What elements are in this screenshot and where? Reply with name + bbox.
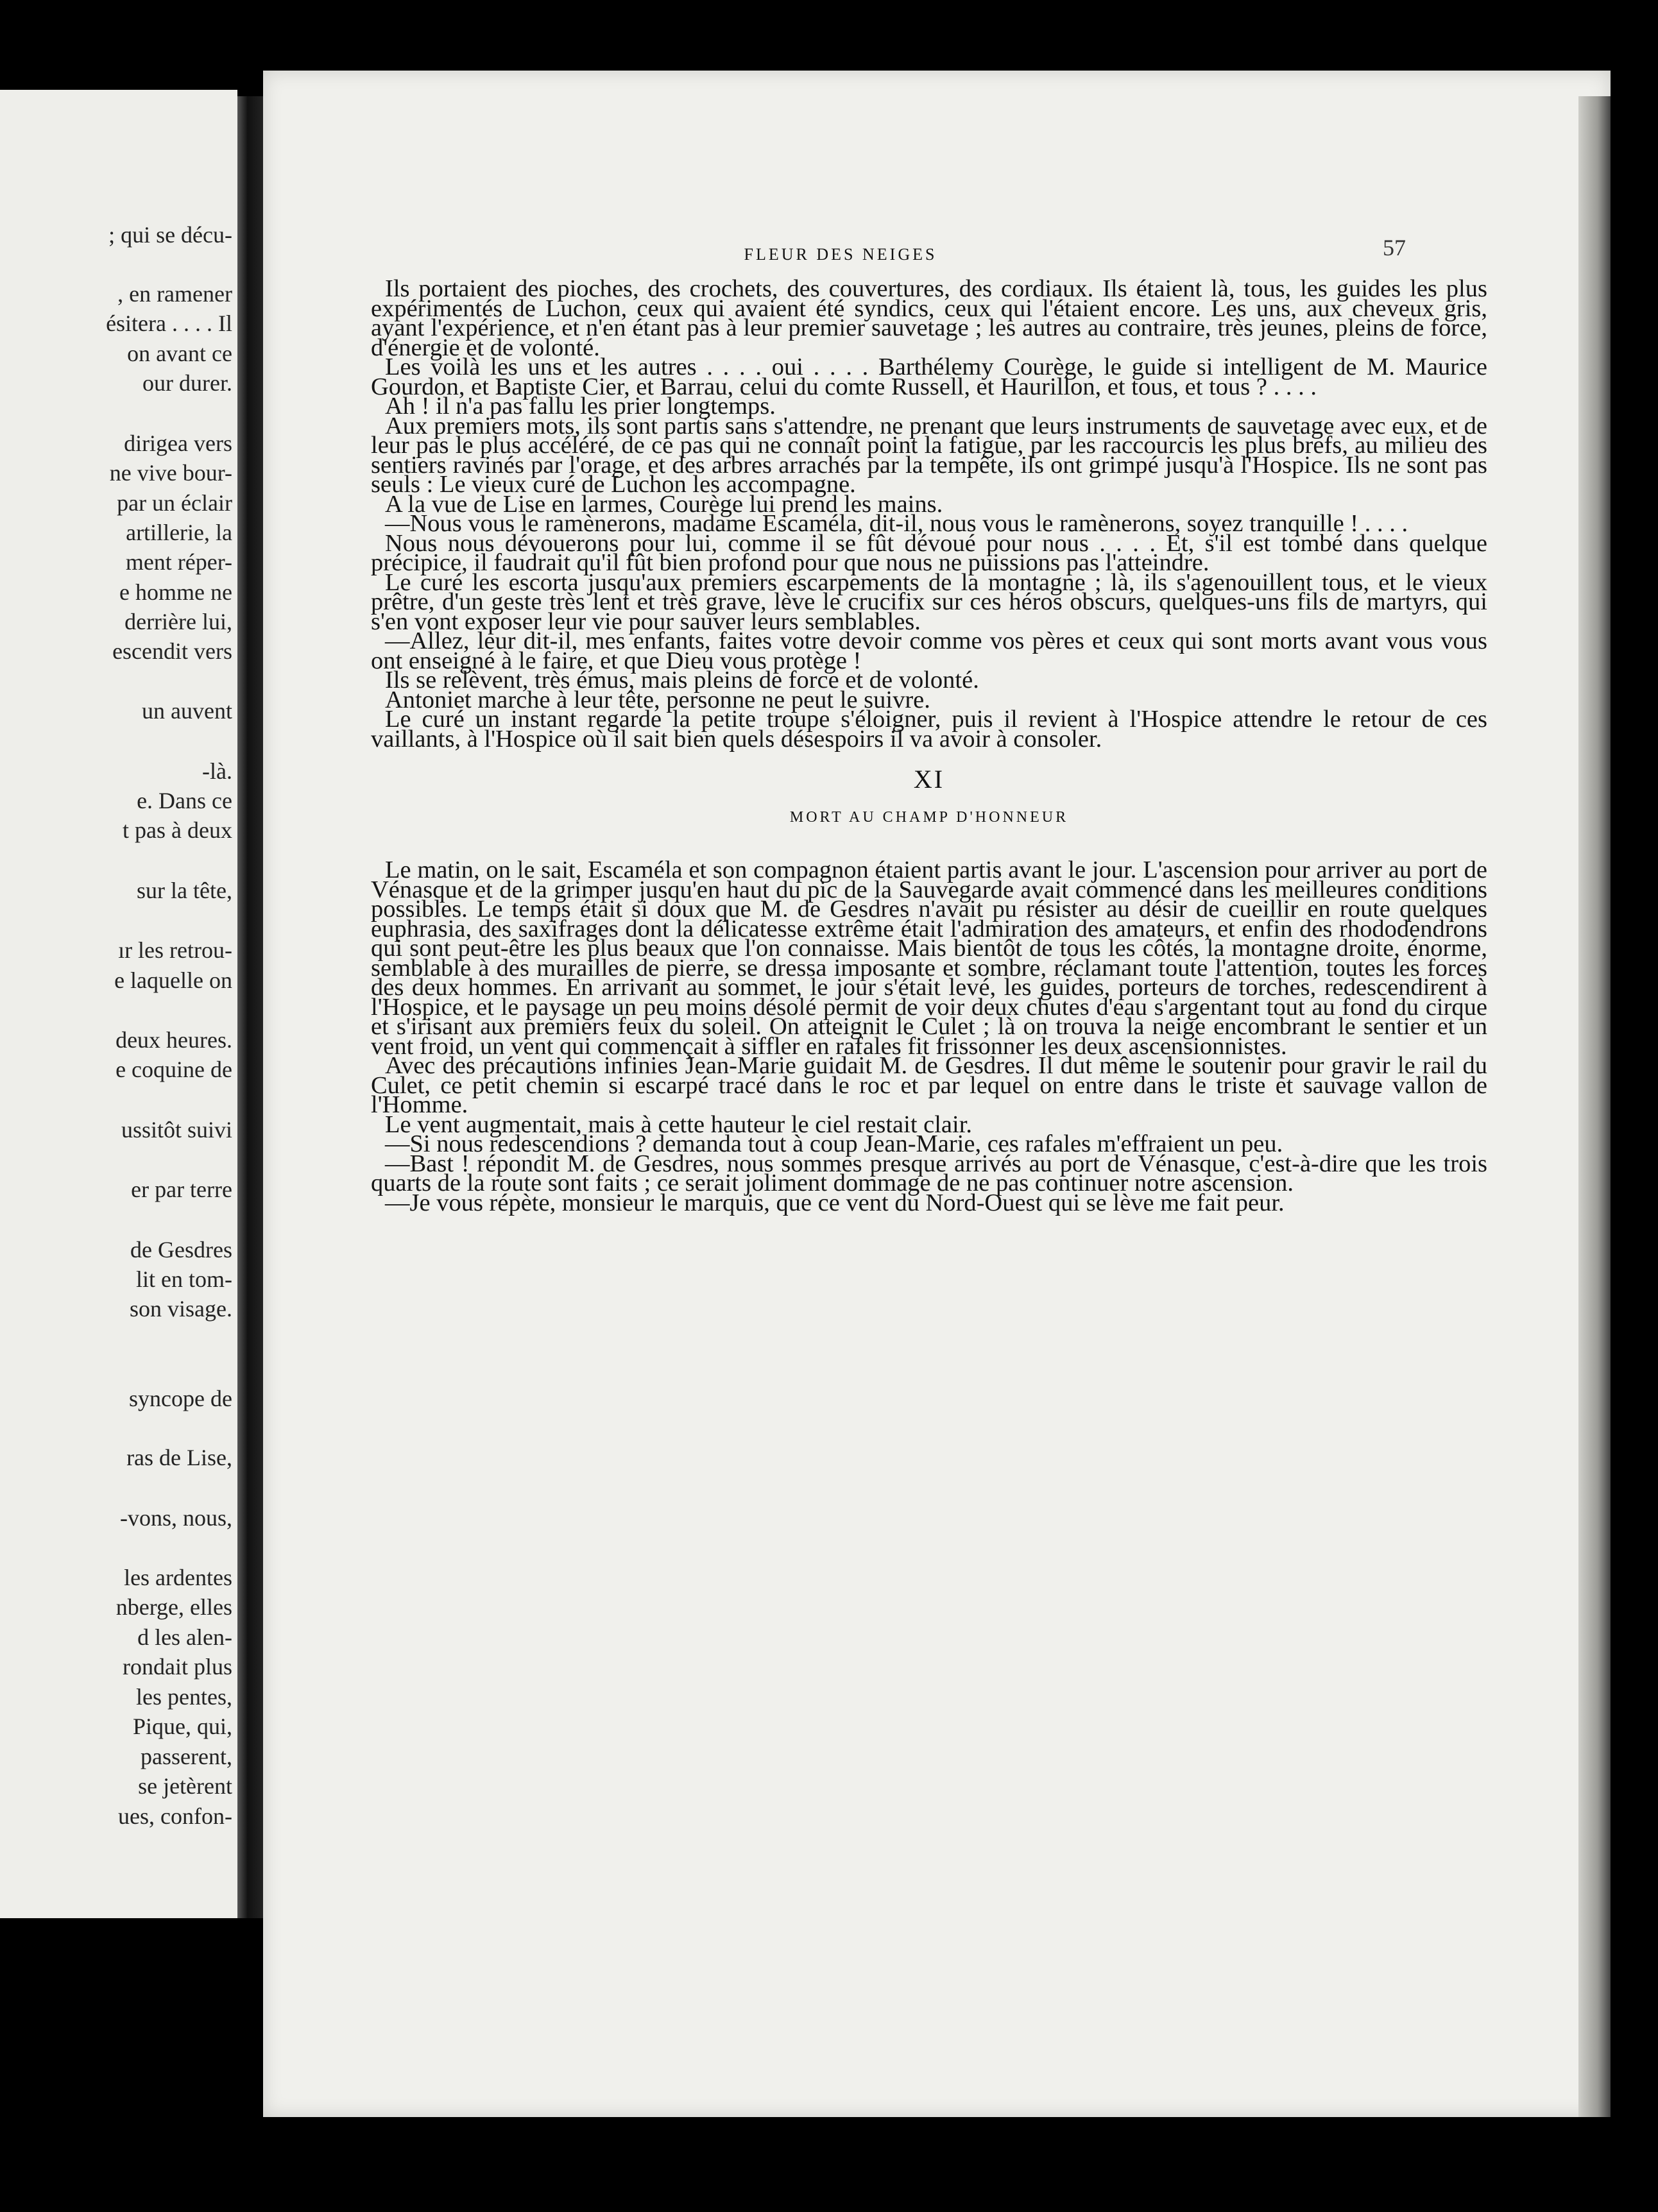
facing-page-line: Pique, qui,	[132, 1714, 232, 1739]
paragraph: —Nous vous le ramènerons, madame Escaméla, dit-il, nous vous le ramènerons, soyez tranquille ! . . . .	[385, 510, 1408, 537]
facing-page-line: ues, confon-	[118, 1803, 232, 1829]
paragraph: Le curé les escorta jusqu'aux premiers escarpements de la montagne ; là, ils s'agenouillent tous, et le vieux prêtre, d'un geste très lent et très grave, lève le crucifix sur ces héros obscurs, quelques-uns fils de martyrs, qui s'en vont exposer leur vie pour sauver leurs semblables.	[371, 568, 1487, 635]
facing-page-line: ır les retrou-	[118, 937, 232, 963]
facing-page-line: ésitera . . . . Il	[106, 311, 232, 336]
book-gutter	[237, 96, 263, 1918]
facing-page-line: syncope de	[129, 1386, 232, 1411]
facing-page-line: , en ramener	[117, 281, 232, 307]
facing-page-line: ; qui se décu-	[108, 222, 232, 248]
facing-page-line: dirigea vers	[124, 430, 232, 456]
paragraph: Nous nous dévouerons pour lui, comme il se fût dévoué pour nous . . . . Et, s'il est tombé dans quelque précipice, il faudrait qu'il fût bien profond pour que nous ne puissions pas l'atteindre.	[371, 529, 1487, 576]
paragraph: Aux premiers mots, ils sont partis sans s'attendre, ne prenant que leurs instruments de sauvetage avec eux, et de leur pas le plus accéléré, de ce pas qui ne connaît point la fatigue, par les raccourcis les plus brefs, au milieu des sentiers ravinés par l'orage, et des arbres arrachés par la tempête, ils ont grimpé jusqu'à l'Hospice. Ils ne sont pas seuls : Le vieux curé de Luchon les accompagne.	[371, 412, 1487, 498]
paragraph: A la vue de Lise en larmes, Courège lui prend les mains.	[385, 490, 943, 518]
facing-page-line: d les alen-	[137, 1624, 232, 1650]
page-text	[371, 275, 1487, 1216]
facing-page-line: e homme ne	[119, 579, 232, 605]
running-head: FLEUR DES NEIGES	[744, 245, 937, 264]
facing-page-line: son visage.	[130, 1296, 232, 1322]
paragraph: —Je vous répète, monsieur le marquis, que ce vent du Nord-Ouest qui se lève me fait peur.	[385, 1189, 1285, 1216]
paragraph: Antoniet marche à leur tête, personne ne peut le suivre.	[385, 686, 930, 713]
paragraph: Ah ! il n'a pas fallu les prier longtemps.	[385, 393, 776, 420]
paragraph: Ils se relèvent, très émus, mais pleins de force et de volonté.	[385, 667, 979, 693]
facing-page-line: se jetèrent	[138, 1773, 232, 1799]
facing-page-line: our durer.	[142, 370, 232, 396]
facing-page-line: ment réper-	[125, 549, 232, 575]
paragraph: Le vent augmentait, mais à cette hauteur le ciel restait clair.	[385, 1110, 973, 1138]
page-edge	[1578, 96, 1611, 2117]
facing-page-line: ne vive bour-	[109, 460, 232, 486]
facing-page	[0, 90, 237, 1918]
paragraph: —Si nous redescendions ? demanda tout à coup Jean-Marie, ces rafales m'effraient un peu.	[385, 1130, 1283, 1157]
facing-page-line: nberge, elles	[115, 1594, 232, 1620]
facing-page-line: e. Dans ce	[137, 788, 232, 813]
facing-page-line: on avant ce	[127, 341, 232, 366]
facing-page-line: derrière lui,	[124, 609, 232, 634]
facing-page-line: e coquine de	[115, 1057, 232, 1082]
paragraph: Le matin, on le sait, Escaméla et son compagnon étaient partis avant le jour. L'ascension pour arriver au port de Vénasque et de la grimper jusqu'en haut du pic de la Sauvegarde avait commencé dans les meilleures conditions possibles. Le temps était si doux que M. de Gesdres n'avait pu résister au désir de cueillir en route quelques euphrasia, des saxifrages dont la délicatesse extrême était l'admiration des amateurs, et enfin des rhododendrons qui sont peut-être les plus beaux que l'on connaisse. Mais bientôt de tous les côtés, la montagne droite, énorme, semblable à des murailles de pierre, se dressa imposante et sombre, réclamant toute l'attention, toutes les forces des deux hommes. En arrivant au sommet, le jour s'était levé, les guides, porteurs de torches, redescendirent à l'Hospice, et le paysage un peu moins désolé permit de voir deux chutes d'eau s'argentant tout au fond du cirque et s'irisant aux premiers feux du soleil. On atteignit le Culet ; là on trouva la neige encombrant le sentier et un vent froid, un vent qui commençait à siffler en rafales fit frissonner les deux ascensionnistes.	[371, 856, 1487, 1060]
facing-page-line: un auvent	[142, 698, 232, 724]
facing-page-line: artillerie, la	[126, 520, 232, 545]
facing-page-line: par un éclair	[117, 490, 232, 516]
chapter-number: XI	[913, 765, 945, 794]
facing-page-line: de Gesdres	[130, 1237, 232, 1263]
facing-page-line: -vons, nous,	[119, 1505, 232, 1531]
paragraph: Ils portaient des pioches, des crochets, des couvertures, des cordiaux. Ils étaient là, tous, les guides les plus expérimentés de Luchon, ceux qui avaient été syndics, ceux qui l'étaient encore. Les uns, aux cheveux gris, ayant l'expérience, et n'en étant pas à leur premier sauvetage ; les autres au contraire, très jeunes, pleins de force, d'énergie et de volonté.	[371, 275, 1487, 361]
facing-page-line: les ardentes	[124, 1565, 232, 1590]
paragraph: —Allez, leur dit-il, mes enfants, faites votre devoir comme vos pères et ceux qui sont morts avant vous vous ont enseigné à le faire, et que Dieu vous protège !	[371, 627, 1487, 674]
facing-page-line: -là.	[202, 758, 232, 784]
facing-page-line: t pas à deux	[123, 817, 232, 843]
facing-page-line: e laquelle on	[114, 967, 232, 993]
facing-page-line: ras de Lise,	[126, 1445, 232, 1470]
facing-page-line: passerent,	[141, 1744, 232, 1769]
facing-page-line: escendit vers	[112, 638, 232, 664]
facing-page-line: er par terre	[131, 1177, 232, 1202]
facing-page-line: rondait plus	[123, 1654, 232, 1680]
facing-page-line: lit en tom-	[136, 1266, 232, 1292]
paragraph: Avec des précautions infinies Jean-Marie guidait M. de Gesdres. Il dut même le soutenir pour gravir le rail du Culet, ce petit chemin si escarpé tracé dans le roc et par lequel on entre dans le triste et sauvage vallon de l'Homme.	[371, 1052, 1487, 1118]
chapter-title: MORT AU CHAMP D'HONNEUR	[789, 809, 1069, 826]
book-page	[263, 71, 1611, 2117]
facing-page-line: les pentes,	[136, 1684, 232, 1710]
paragraph: Les voilà les uns et les autres . . . . oui . . . . Barthélemy Courège, le guide si intelligent de M. Maurice Gourdon, et Baptiste Cier, et Barrau, celui du comte Russell, et Haurillon, et tous, et tous ? . . . .	[371, 353, 1487, 400]
paragraph: —Bast ! répondit M. de Gesdres, nous sommes presque arrivés au port de Vénasque, c'est-à-dire que les trois quarts de la route sont faits ; ce serait joliment dommage de ne pas continuer notre ascension.	[371, 1150, 1487, 1196]
facing-page-line: deux heures.	[115, 1027, 232, 1053]
facing-page-line: ussitôt suivi	[121, 1117, 232, 1143]
paragraph: Le curé un instant regarde la petite troupe s'éloigner, puis il revient à l'Hospice attendre le retour de ces vaillants, à l'Hospice où il sait bien quels désespoirs il va avoir à consoler.	[371, 706, 1487, 753]
page-number: 57	[1383, 235, 1406, 260]
facing-page-line: sur la tête,	[137, 878, 232, 903]
